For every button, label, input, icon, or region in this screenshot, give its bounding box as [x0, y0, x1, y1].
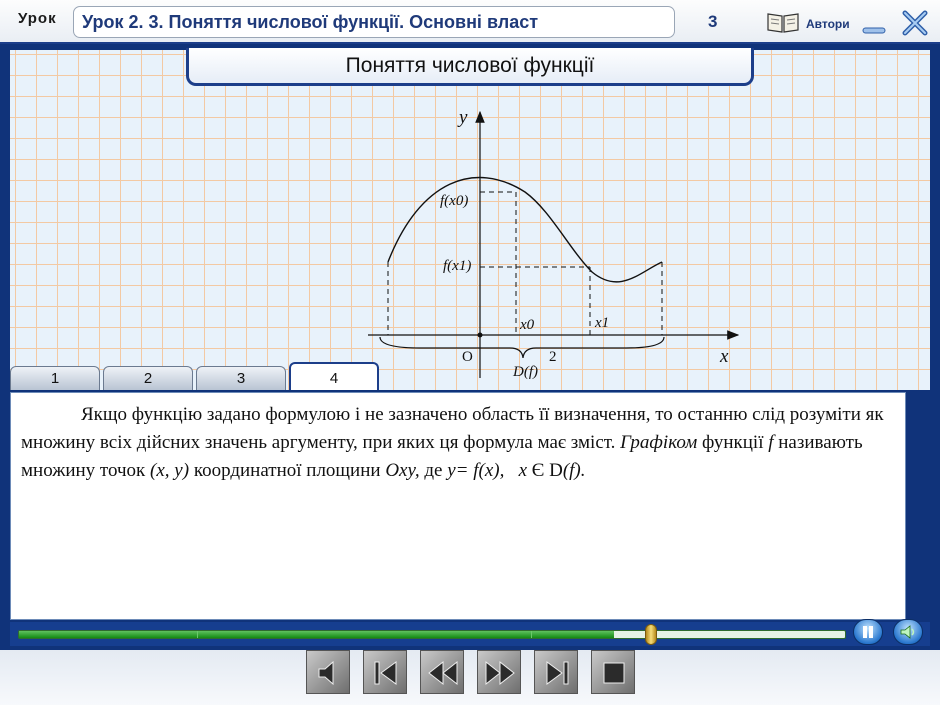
text-point: (x, y)	[150, 460, 190, 481]
page-number: 3	[708, 12, 718, 31]
text-membership-x: x	[518, 460, 528, 481]
fast-forward-button[interactable]	[477, 650, 521, 694]
lesson-label: Урок	[18, 10, 57, 27]
progress-track[interactable]	[18, 630, 846, 639]
x0-label: x0	[520, 317, 535, 333]
mute-icon	[307, 651, 351, 695]
authors-button[interactable]	[766, 13, 850, 35]
fast-forward-icon	[478, 651, 522, 695]
tab-bar	[10, 362, 379, 390]
f-x0-label: f(x0)	[440, 193, 469, 209]
rewind-button[interactable]	[420, 650, 464, 694]
skip-to-start-icon	[364, 651, 408, 695]
slide-title: Поняття числової функції	[186, 48, 754, 86]
text-f-var: f	[768, 432, 774, 453]
text-part-5: де	[424, 460, 443, 481]
text-part-4: координатної площини	[193, 460, 381, 481]
text-part-1: Якщо функцію задано формулою і не зазначено область її визначення, то останню слід розуміти як множину всіх дійсних значень аргументу, при яких ця формула має зміст.	[21, 404, 884, 453]
segment-marker	[531, 631, 532, 638]
origin-point	[478, 333, 483, 338]
function-curve	[388, 178, 662, 282]
tab-3[interactable]: 3	[196, 366, 286, 390]
book-icon	[766, 11, 800, 38]
text-part-2: функції	[702, 432, 764, 453]
rewind-icon	[421, 651, 465, 695]
close-icon	[902, 10, 928, 36]
bottom-strip	[0, 650, 940, 705]
origin-label: O	[462, 349, 473, 365]
text-eq: y= f(x),	[447, 460, 505, 481]
skip-to-start-button[interactable]	[363, 650, 407, 694]
x1-label: x1	[595, 315, 610, 331]
stop-button[interactable]	[591, 650, 635, 694]
close-button[interactable]	[902, 10, 928, 36]
text-part-3: називають множину точок	[21, 432, 863, 481]
segment-marker	[197, 631, 198, 638]
progress-thumb[interactable]	[645, 624, 657, 645]
skip-to-end-icon	[535, 651, 579, 695]
top-bar	[0, 0, 940, 44]
f-x1-label: f(x1)	[443, 258, 472, 274]
text-membership-d: D	[549, 460, 563, 481]
stop-icon	[592, 651, 636, 695]
domain-brace	[380, 337, 664, 358]
function-graph	[360, 100, 760, 390]
y-axis-label: y	[459, 107, 468, 128]
authors-label: Автори	[806, 17, 850, 31]
lesson-title-field: Урок 2. 3. Поняття числової функції. Основні власт	[73, 6, 675, 38]
skip-to-end-button[interactable]	[534, 650, 578, 694]
definition-paragraph	[21, 401, 895, 485]
minimize-button[interactable]	[862, 22, 886, 36]
tab-1[interactable]: 1	[10, 366, 100, 390]
tick-label-2: 2	[549, 349, 557, 365]
minimize-icon	[862, 22, 886, 36]
speaker-icon	[894, 620, 922, 644]
sound-button[interactable]	[893, 619, 923, 645]
tab-4[interactable]: 4	[289, 362, 379, 390]
pause-button[interactable]	[853, 619, 883, 645]
text-panel	[10, 392, 906, 620]
pause-icon	[854, 620, 882, 644]
domain-label: D(f)	[513, 364, 538, 380]
mute-button[interactable]	[306, 650, 350, 694]
x-axis-label: x	[720, 346, 729, 367]
text-membership-sym: Є	[531, 460, 545, 481]
progress-row	[10, 622, 930, 646]
tab-2[interactable]: 2	[103, 366, 193, 390]
text-plane: Oxy,	[385, 460, 420, 481]
progress-fill	[19, 631, 614, 638]
text-membership-arg: (f).	[562, 460, 586, 481]
text-graph-word: Графіком	[620, 432, 698, 453]
